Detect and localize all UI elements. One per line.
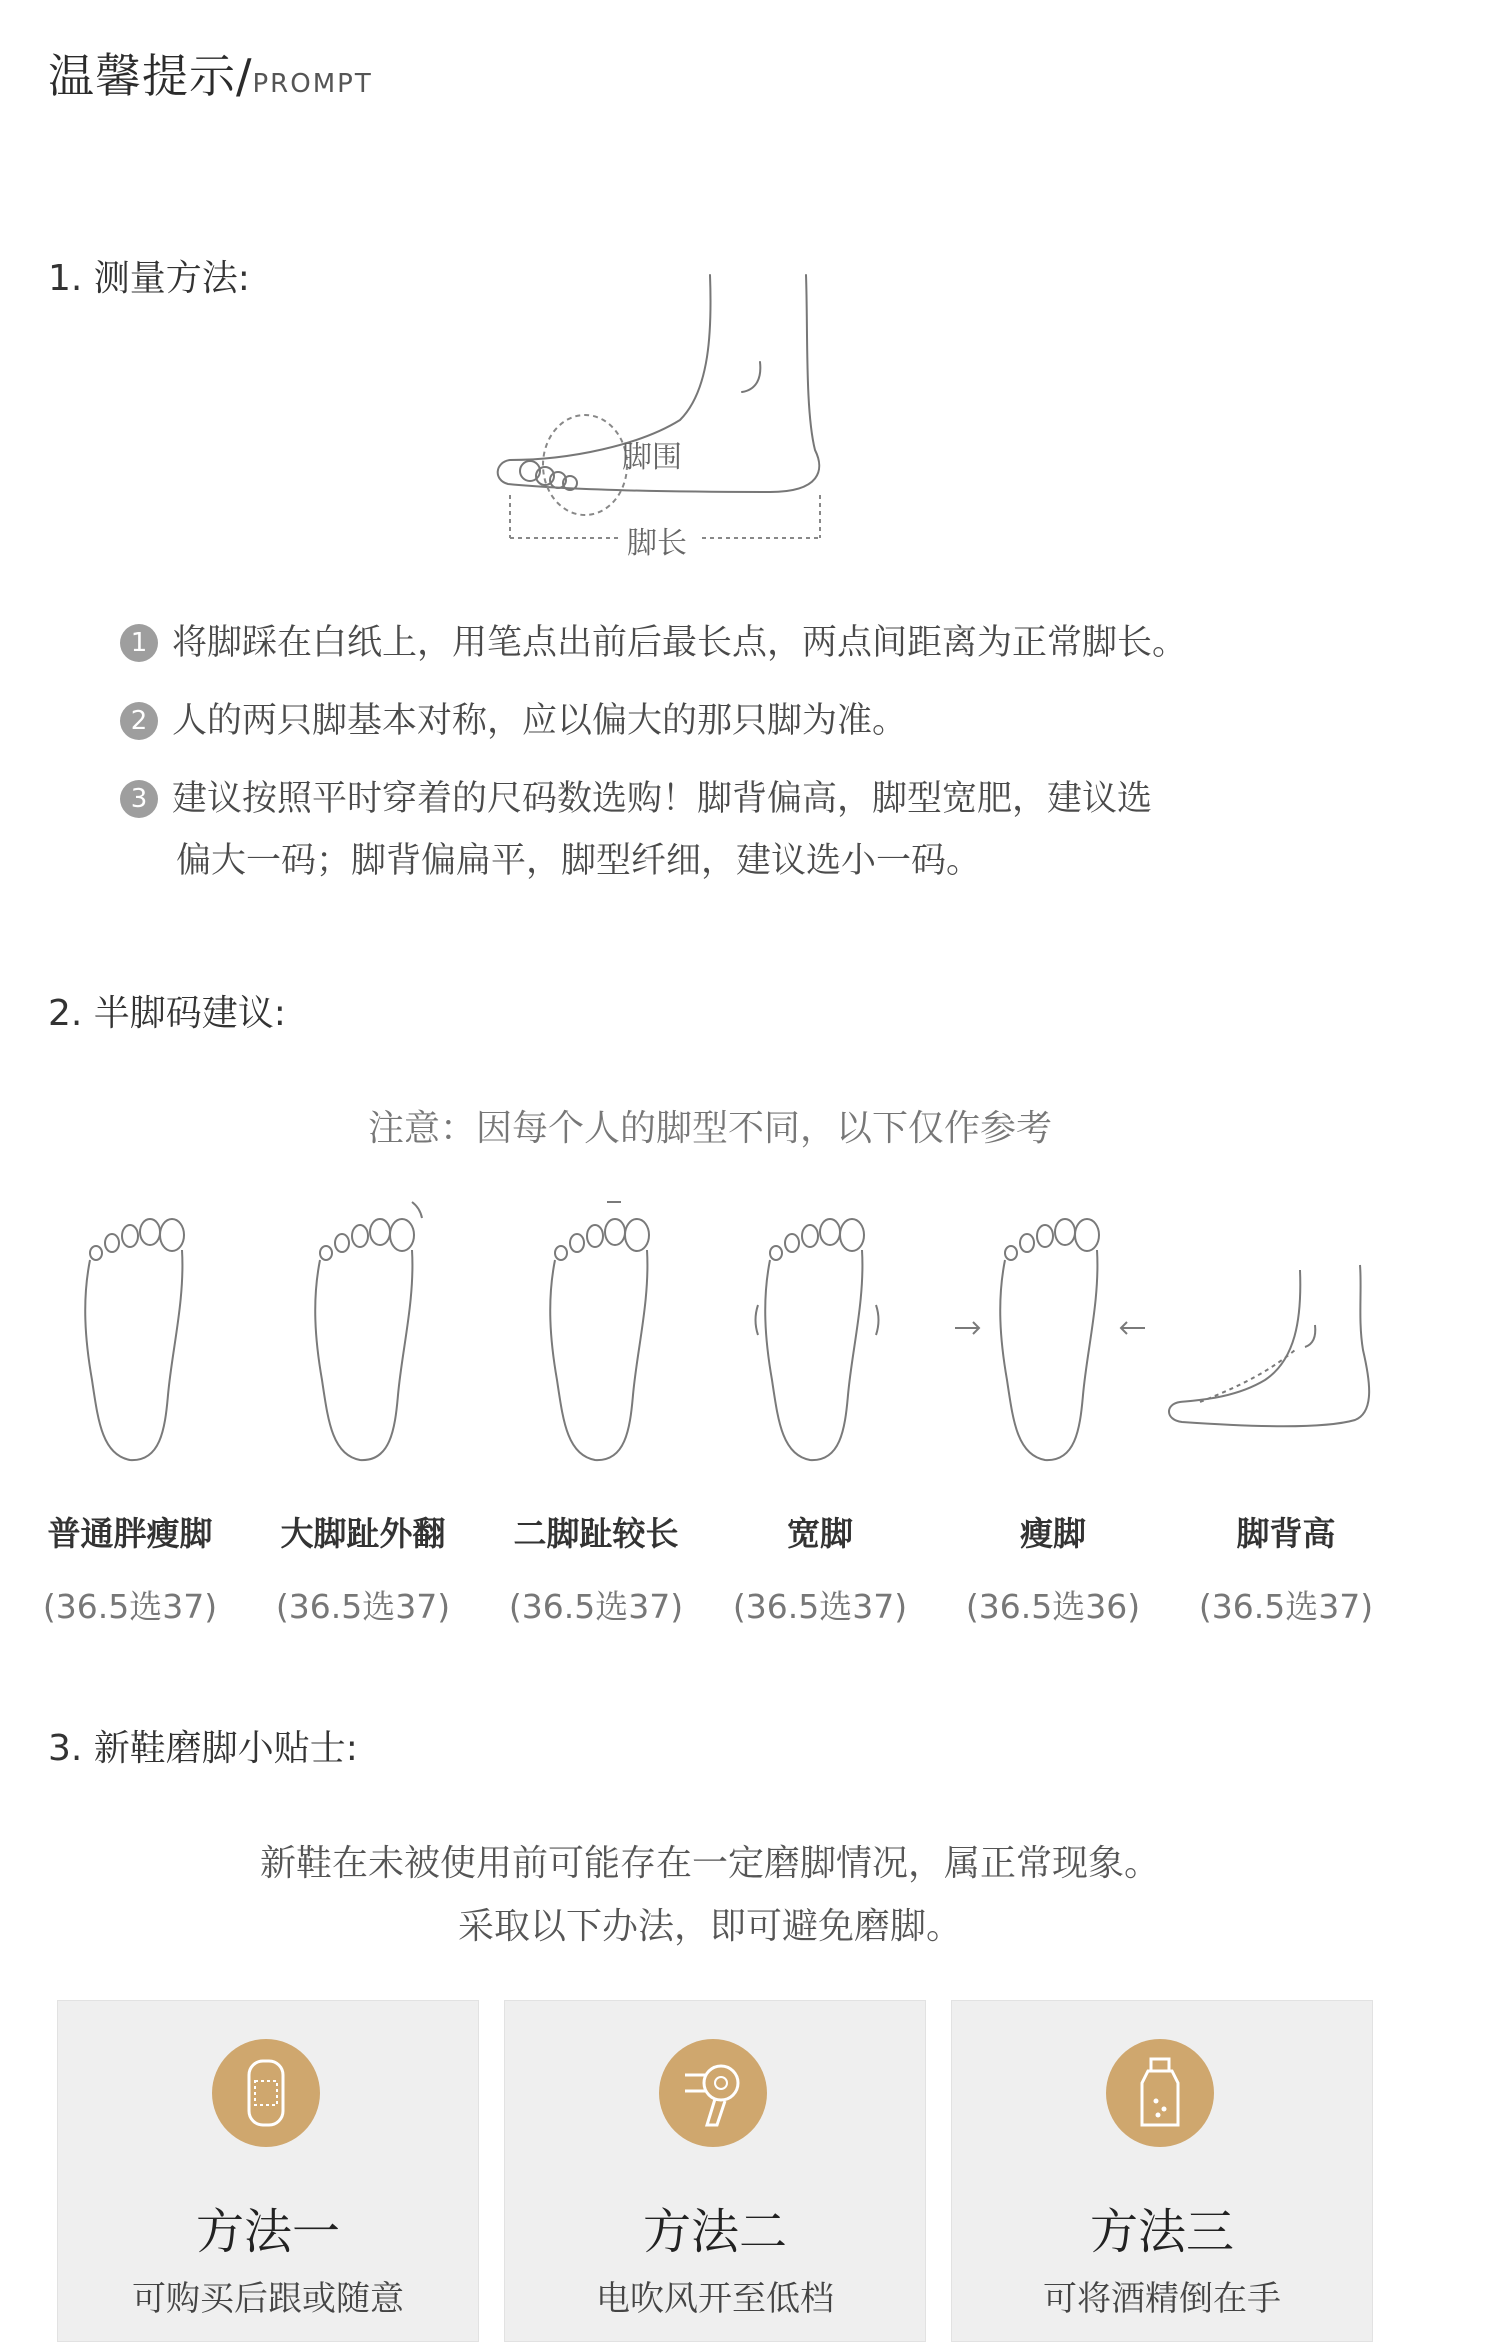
foot-wide-icon [756, 1219, 879, 1460]
foot-type-name: 二脚趾较长 [513, 1514, 679, 1553]
foot-type-size: (36.5选37) [275, 1587, 451, 1626]
foot-type-long-second-toe [486, 1508, 706, 1628]
foot-type-name: 普通胖瘦脚 [47, 1514, 213, 1553]
measure-tip-3 [120, 768, 1320, 892]
foot-type-name: 脚背高 [1236, 1514, 1336, 1553]
method-description: 可购买后跟或随意 [132, 2279, 404, 2319]
method-description: 电吹风开至低档 [596, 2279, 834, 2319]
method-title: 方法一 [195, 2204, 340, 2260]
foot-type-name: 大脚趾外翻 [280, 1514, 446, 1553]
foot-type-size: (36.5选37) [732, 1587, 908, 1626]
method-card-2 [504, 2000, 926, 2342]
measure-tip-2 [120, 690, 1320, 752]
alcohol-bottle-icon [1106, 2039, 1214, 2147]
foot-length-label: 脚长 [627, 526, 687, 561]
foot-type-illustrations [70, 1210, 1400, 1480]
foot-narrow-icon [955, 1219, 1145, 1460]
hair-dryer-icon [659, 2039, 767, 2147]
page-title-text: 温馨提示/ [48, 49, 253, 103]
foot-type-high-instep [1176, 1508, 1396, 1628]
method-title: 方法二 [642, 2204, 787, 2260]
foot-type-wide [710, 1508, 930, 1628]
foot-type-narrow [943, 1508, 1163, 1628]
foot-type-size: (36.5选37) [42, 1587, 218, 1626]
foot-bunion-icon [315, 1202, 422, 1460]
new-shoe-intro-line-2: 采取以下办法，即可避免磨脚。 [457, 1906, 962, 1947]
tip-number-badge: 3 [120, 780, 158, 818]
tip-number-badge: 2 [120, 702, 158, 740]
tip-text: 人的两只脚基本对称，应以偏大的那只脚为准。 [172, 701, 908, 741]
tip-text: 建议按照平时穿着的尺码数选购！脚背偏高，脚型宽肥，建议选 [172, 779, 1153, 819]
section-half-size-title: 2. 半脚码建议: [48, 993, 286, 1034]
half-size-notice: 注意：因每个人的脚型不同，以下仅作参考 [367, 1108, 1052, 1149]
foot-type-name: 宽脚 [787, 1514, 853, 1553]
foot-type-size: (36.5选37) [508, 1587, 684, 1626]
foot-normal-icon [85, 1219, 184, 1460]
foot-high-instep-icon [1169, 1265, 1369, 1426]
foot-type-name: 瘦脚 [1020, 1514, 1086, 1553]
tip-text: 将脚踩在白纸上，用笔点出前后最长点，两点间距离为正常脚长。 [172, 623, 1188, 663]
method-description: 可将酒精倒在手 [1043, 2279, 1281, 2319]
foot-type-size: (36.5选37) [1198, 1587, 1374, 1626]
method-title: 方法三 [1089, 2204, 1234, 2260]
tip-number-badge: 1 [120, 624, 158, 662]
foot-type-bunion [253, 1508, 473, 1628]
foot-long-second-toe-icon [550, 1202, 649, 1460]
page-subtitle: PROMPT [252, 69, 373, 99]
method-card-1 [57, 2000, 479, 2342]
new-shoe-intro-line-1: 新鞋在未被使用前可能存在一定磨脚情况，属正常现象。 [259, 1843, 1160, 1884]
section-measure-title: 1. 测量方法: [48, 258, 250, 299]
tip-text-continued: 偏大一码；脚背偏扁平，脚型纤细，建议选小一码。 [176, 841, 982, 881]
foot-type-normal [20, 1508, 240, 1628]
foot-type-size: (36.5选36) [965, 1587, 1141, 1626]
foot-girth-label: 脚围 [622, 440, 682, 475]
method-card-3 [951, 2000, 1373, 2342]
bandage-icon [212, 2039, 320, 2147]
measure-tip-1 [120, 612, 1320, 674]
page-title [48, 40, 373, 106]
section-new-shoe-tips-title: 3. 新鞋磨脚小贴士: [48, 1728, 358, 1769]
